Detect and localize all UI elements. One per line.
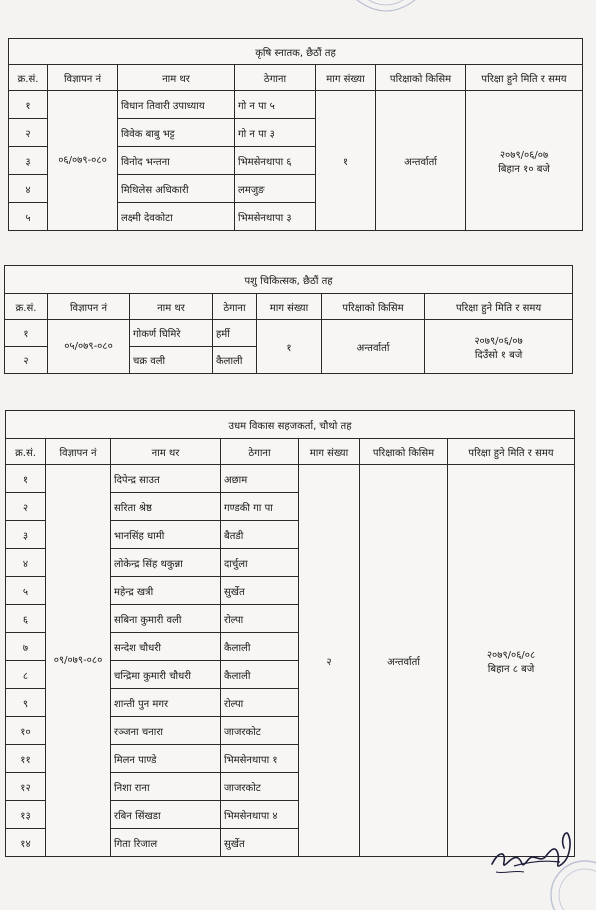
demand-count: १ <box>316 91 376 231</box>
candidate-address: दार्चुला <box>221 549 299 577</box>
serial-number: ९ <box>6 689 46 717</box>
candidate-name: गोकर्ण घिमिरे <box>130 320 213 347</box>
candidate-name: विनोद भन्तना <box>118 147 235 175</box>
candidate-address: सुर्खेत <box>221 829 299 857</box>
serial-number: ४ <box>6 549 46 577</box>
header-row <box>9 65 583 91</box>
table-row <box>9 91 583 119</box>
table-row <box>5 320 573 347</box>
serial-number: २ <box>6 493 46 521</box>
candidate-name: रञ्जना चनारा <box>111 717 221 745</box>
enterprise-facilitator-table <box>5 410 575 857</box>
candidate-address: जाजरकोट <box>221 773 299 801</box>
office-seal <box>545 855 596 910</box>
candidate-address: कैलाली <box>213 347 257 374</box>
exam-date: २०७९/०६/०७ <box>474 335 523 347</box>
candidate-name: निशा राना <box>111 773 221 801</box>
header-address: ठेगाना <box>235 65 316 91</box>
header-ad: विज्ञापन नं <box>48 65 118 91</box>
candidate-address: कैलाली <box>221 633 299 661</box>
serial-number: ११ <box>6 745 46 773</box>
header-sn: क्र.सं. <box>6 439 46 465</box>
candidate-address: भिमसेनथापा ३ <box>235 203 316 231</box>
header-exam-type: परिक्षाको किसिम <box>376 65 466 91</box>
candidate-name: सरिता श्रेष्ठ <box>111 493 221 521</box>
candidate-address: गण्डकी गा पा <box>221 493 299 521</box>
exam-type: अन्तर्वार्ता <box>376 91 466 231</box>
agriculture-graduate-table <box>8 38 583 231</box>
header-sn: क्र.सं. <box>9 65 48 91</box>
serial-number: ७ <box>6 633 46 661</box>
header-row <box>6 439 575 465</box>
candidate-name: महेन्द्र खत्री <box>111 577 221 605</box>
header-demand: माग संख्या <box>257 294 322 320</box>
candidate-address: रोल्पा <box>221 689 299 717</box>
candidate-name: मिथिलेस अधिकारी <box>118 175 235 203</box>
serial-number: १ <box>9 91 48 119</box>
header-row <box>5 294 573 320</box>
serial-number: ८ <box>6 661 46 689</box>
office-stamp-top <box>346 0 426 22</box>
candidate-name: शान्ती पुन मगर <box>111 689 221 717</box>
serial-number: ५ <box>9 203 48 231</box>
exam-date-time <box>425 320 573 374</box>
serial-number: १० <box>6 717 46 745</box>
header-exam-date: परिक्षा हुने मिति र समय <box>425 294 573 320</box>
serial-number: ३ <box>6 521 46 549</box>
candidate-name: दिपेन्द्र साउत <box>111 465 221 493</box>
candidate-name: सबिना कुमारी वली <box>111 605 221 633</box>
candidate-name: चन्द्रिमा कुमारी चौधरी <box>111 661 221 689</box>
candidate-name: चक्र वली <box>130 347 213 374</box>
candidate-name: लक्ष्मी देवकोटा <box>118 203 235 231</box>
serial-number: ४ <box>9 175 48 203</box>
exam-date: २०७९/०६/०७ <box>499 149 549 161</box>
header-ad: विज्ञापन नं <box>46 439 111 465</box>
serial-number: १२ <box>6 773 46 801</box>
candidate-address: गो न पा ५ <box>235 91 316 119</box>
exam-time: दिउँसो १ बजे <box>474 349 523 361</box>
header-name: नाम थर <box>111 439 221 465</box>
header-exam-type: परिक्षाको किसिम <box>360 439 448 465</box>
header-address: ठेगाना <box>213 294 257 320</box>
header-demand: माग संख्या <box>316 65 376 91</box>
candidate-name: लोकेन्द्र सिंह थकुन्ना <box>111 549 221 577</box>
candidate-name: रबिन सिंखडा <box>111 801 221 829</box>
table-title: पशु चिकित्सक, छैठौं तह <box>5 266 573 294</box>
veterinarian-table <box>4 265 573 374</box>
candidate-address: कैलाली <box>221 661 299 689</box>
candidate-name: भानसिंह धामी <box>111 521 221 549</box>
table-title: कृषि स्नातक, छैठौं तह <box>9 39 583 65</box>
candidate-name: सन्देश चौधरी <box>111 633 221 661</box>
demand-count: २ <box>299 465 360 857</box>
header-exam-date: परिक्षा हुने मिति र समय <box>448 439 575 465</box>
serial-number: १ <box>5 320 48 347</box>
table-title: उधम विकास सहजकर्ता, चौथो तह <box>6 411 575 439</box>
ad-number: ०९/०७९-०८० <box>46 465 111 857</box>
header-exam-date: परिक्षा हुने मिति र समय <box>466 65 583 91</box>
header-address: ठेगाना <box>221 439 299 465</box>
candidate-address: लमजुङ <box>235 175 316 203</box>
header-sn: क्र.सं. <box>5 294 48 320</box>
candidate-name: मिलन पाण्डे <box>111 745 221 773</box>
candidate-name: विवेक बाबु भट्ट <box>118 119 235 147</box>
candidate-address: अछाम <box>221 465 299 493</box>
candidate-address: जाजरकोट <box>221 717 299 745</box>
candidate-address: रोल्पा <box>221 605 299 633</box>
header-demand: माग संख्या <box>299 439 360 465</box>
header-name: नाम थर <box>118 65 235 91</box>
candidate-address: भिमसेनथापा १ <box>221 745 299 773</box>
exam-date-time <box>466 91 583 231</box>
exam-date: २०७९/०६/०८ <box>486 649 536 661</box>
ad-number: ०५/०७९-०८० <box>48 320 130 374</box>
table-row <box>6 465 575 493</box>
exam-type: अन्तर्वार्ता <box>322 320 425 374</box>
serial-number: ३ <box>9 147 48 175</box>
candidate-name: विधान तिवारी उपाध्याय <box>118 91 235 119</box>
candidate-address: भिमसेनथापा ४ <box>221 801 299 829</box>
serial-number: १३ <box>6 801 46 829</box>
candidate-address: गो न पा ३ <box>235 119 316 147</box>
serial-number: २ <box>5 347 48 374</box>
exam-time: बिहान ८ बजे <box>487 663 535 675</box>
serial-number: ५ <box>6 577 46 605</box>
serial-number: १ <box>6 465 46 493</box>
exam-time: बिहान १० बजे <box>498 163 550 175</box>
serial-number: ६ <box>6 605 46 633</box>
candidate-address: बैतडी <box>221 521 299 549</box>
candidate-name: गिता रिजाल <box>111 829 221 857</box>
serial-number: १४ <box>6 829 46 857</box>
exam-date-time <box>448 465 575 857</box>
candidate-address: सुर्खेत <box>221 577 299 605</box>
exam-type: अन्तर्वार्ता <box>360 465 448 857</box>
header-exam-type: परिक्षाको किसिम <box>322 294 425 320</box>
ad-number: ०६/०७९-०८० <box>48 91 118 231</box>
candidate-address: भिमसेनथापा ६ <box>235 147 316 175</box>
demand-count: १ <box>257 320 322 374</box>
header-ad: विज्ञापन नं <box>48 294 130 320</box>
header-name: नाम थर <box>130 294 213 320</box>
serial-number: २ <box>9 119 48 147</box>
candidate-address: हर्मी <box>213 320 257 347</box>
